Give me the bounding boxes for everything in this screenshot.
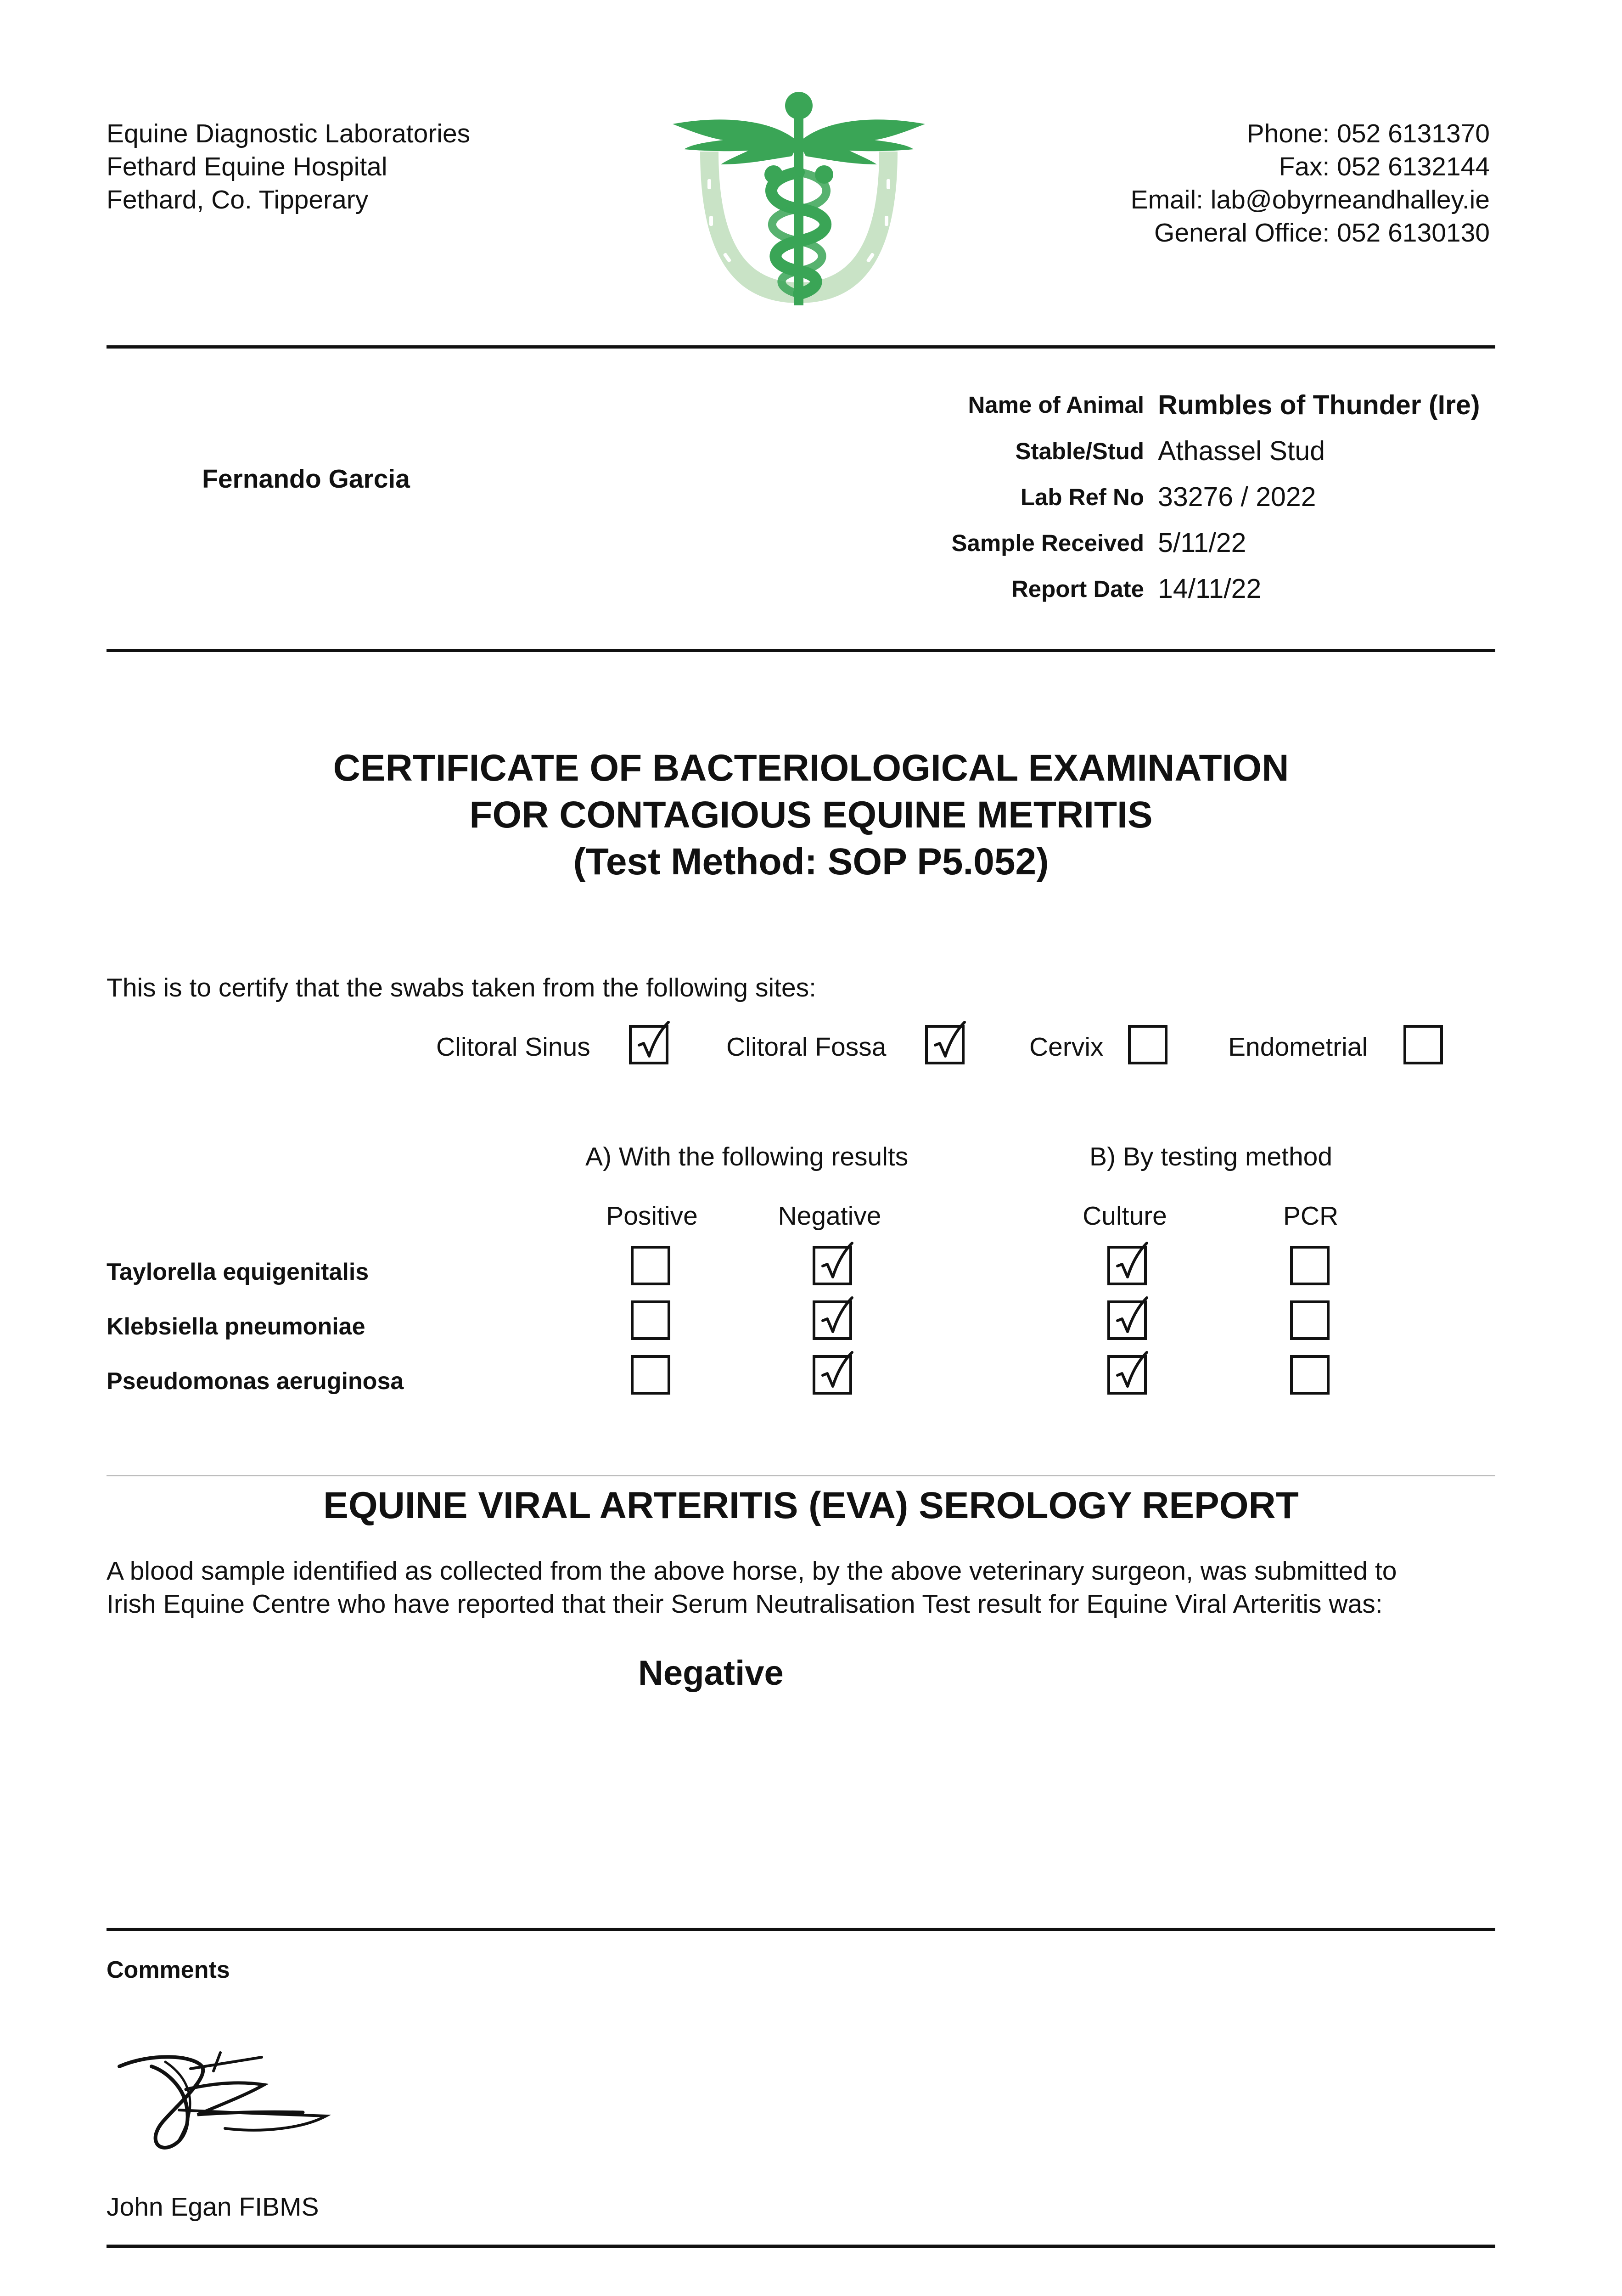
method-group-heading: B) By testing method: [1089, 1142, 1333, 1171]
checkmark-icon: [1112, 1351, 1149, 1396]
organism-name: Taylorella equigenitalis: [107, 1259, 369, 1285]
eva-title: EQUINE VIRAL ARTERITIS (EVA) SEROLOGY REPORT: [323, 1485, 1299, 1526]
result-positive-checkbox[interactable]: [631, 1355, 670, 1395]
site-checkbox-endometrial[interactable]: [1403, 1025, 1443, 1064]
eva-description: [107, 1554, 1397, 1621]
eva-description-line-2: Irish Equine Centre who have reported that their Serum Neutralisation Test result for Equine Viral Arteritis was:: [107, 1589, 1383, 1619]
site-label-clitoral-sinus: Clitoral Sinus: [436, 1032, 590, 1062]
result-negative-checkbox[interactable]: [813, 1246, 852, 1285]
certificate-title-line-1: CERTIFICATE OF BACTERIOLOGICAL EXAMINATION: [333, 747, 1289, 789]
column-culture: Culture: [1083, 1201, 1167, 1231]
lab-ref-label: Lab Ref No: [1020, 484, 1144, 510]
checkmark-icon: [930, 1021, 966, 1065]
site-checkbox-clitoral-sinus[interactable]: [629, 1025, 668, 1064]
column-pcr: PCR: [1283, 1201, 1339, 1231]
result-negative-checkbox[interactable]: [813, 1355, 852, 1395]
site-label-cervix: Cervix: [1029, 1032, 1104, 1062]
site-checkbox-clitoral-fossa[interactable]: [925, 1025, 965, 1064]
general-office-number: General Office: 052 6130130: [1154, 218, 1490, 248]
checkmark-icon: [1112, 1297, 1149, 1341]
vet-name: Fernando Garcia: [202, 464, 410, 494]
animal-name-value: Rumbles of Thunder (Ire): [1158, 390, 1480, 420]
method-pcr-checkbox[interactable]: [1290, 1246, 1330, 1285]
checkmark-icon: [817, 1351, 854, 1396]
checkmark-icon: [817, 1242, 854, 1286]
certificate-title-line-2: FOR CONTAGIOUS EQUINE METRITIS: [469, 794, 1153, 836]
eva-description-line-1: A blood sample identified as collected from the above horse, by the above veterinary surgeon, was submitted to: [107, 1556, 1397, 1586]
animal-name-label: Name of Animal: [968, 392, 1144, 418]
details-divider: [107, 649, 1495, 652]
fax-number: Fax: 052 6132144: [1279, 152, 1490, 181]
contact-block: [964, 117, 1490, 249]
result-positive-checkbox[interactable]: [631, 1300, 670, 1340]
caduceus-horseshoe-icon: [668, 87, 930, 312]
organism-name: Klebsiella pneumoniae: [107, 1313, 365, 1340]
method-culture-checkbox[interactable]: [1107, 1355, 1147, 1395]
site-label-endometrial: Endometrial: [1228, 1032, 1368, 1062]
certificate-title-line-3: (Test Method: SOP P5.052): [573, 841, 1049, 883]
phone-number: Phone: 052 6131370: [1246, 119, 1490, 148]
result-positive-checkbox[interactable]: [631, 1246, 670, 1285]
results-group-heading: A) With the following results: [585, 1142, 909, 1171]
comments-divider: [107, 1928, 1495, 1931]
comments-label: Comments: [107, 1957, 230, 1983]
sample-received-label: Sample Received: [951, 530, 1144, 556]
lab-address: [107, 117, 470, 216]
lab-ref-value: 33276 / 2022: [1158, 482, 1316, 512]
method-culture-checkbox[interactable]: [1107, 1300, 1147, 1340]
email-address[interactable]: Email: lab@obyrneandhalley.ie: [1130, 185, 1490, 214]
eva-result: Negative: [638, 1654, 784, 1693]
checkmark-icon: [634, 1021, 670, 1065]
checkmark-icon: [817, 1297, 854, 1341]
result-negative-checkbox[interactable]: [813, 1300, 852, 1340]
stable-label: Stable/Stud: [1015, 438, 1144, 464]
hospital-name: Fethard Equine Hospital: [107, 152, 387, 181]
report-date-label: Report Date: [1011, 576, 1144, 602]
signature-icon: [110, 2034, 349, 2163]
certify-intro: This is to certify that the swabs taken from the following sites:: [107, 973, 816, 1002]
checkmark-icon: [1112, 1242, 1149, 1286]
signatory-name: John Egan FIBMS: [107, 2192, 319, 2222]
footer-divider: [107, 2245, 1495, 2248]
organism-name: Pseudomonas aeruginosa: [107, 1368, 404, 1395]
header-divider: [107, 345, 1495, 349]
site-label-clitoral-fossa: Clitoral Fossa: [726, 1032, 887, 1062]
hospital-location: Fethard, Co. Tipperary: [107, 185, 369, 214]
stable-value: Athassel Stud: [1158, 436, 1325, 466]
site-checkbox-cervix[interactable]: [1128, 1025, 1167, 1064]
lab-name: Equine Diagnostic Laboratories: [107, 119, 471, 148]
sample-received-value: 5/11/22: [1158, 528, 1246, 558]
method-pcr-checkbox[interactable]: [1290, 1300, 1330, 1340]
column-positive: Positive: [606, 1201, 698, 1231]
section-divider: [107, 1475, 1495, 1476]
method-pcr-checkbox[interactable]: [1290, 1355, 1330, 1395]
report-date-value: 14/11/22: [1158, 574, 1262, 604]
column-negative: Negative: [778, 1201, 881, 1231]
method-culture-checkbox[interactable]: [1107, 1246, 1147, 1285]
